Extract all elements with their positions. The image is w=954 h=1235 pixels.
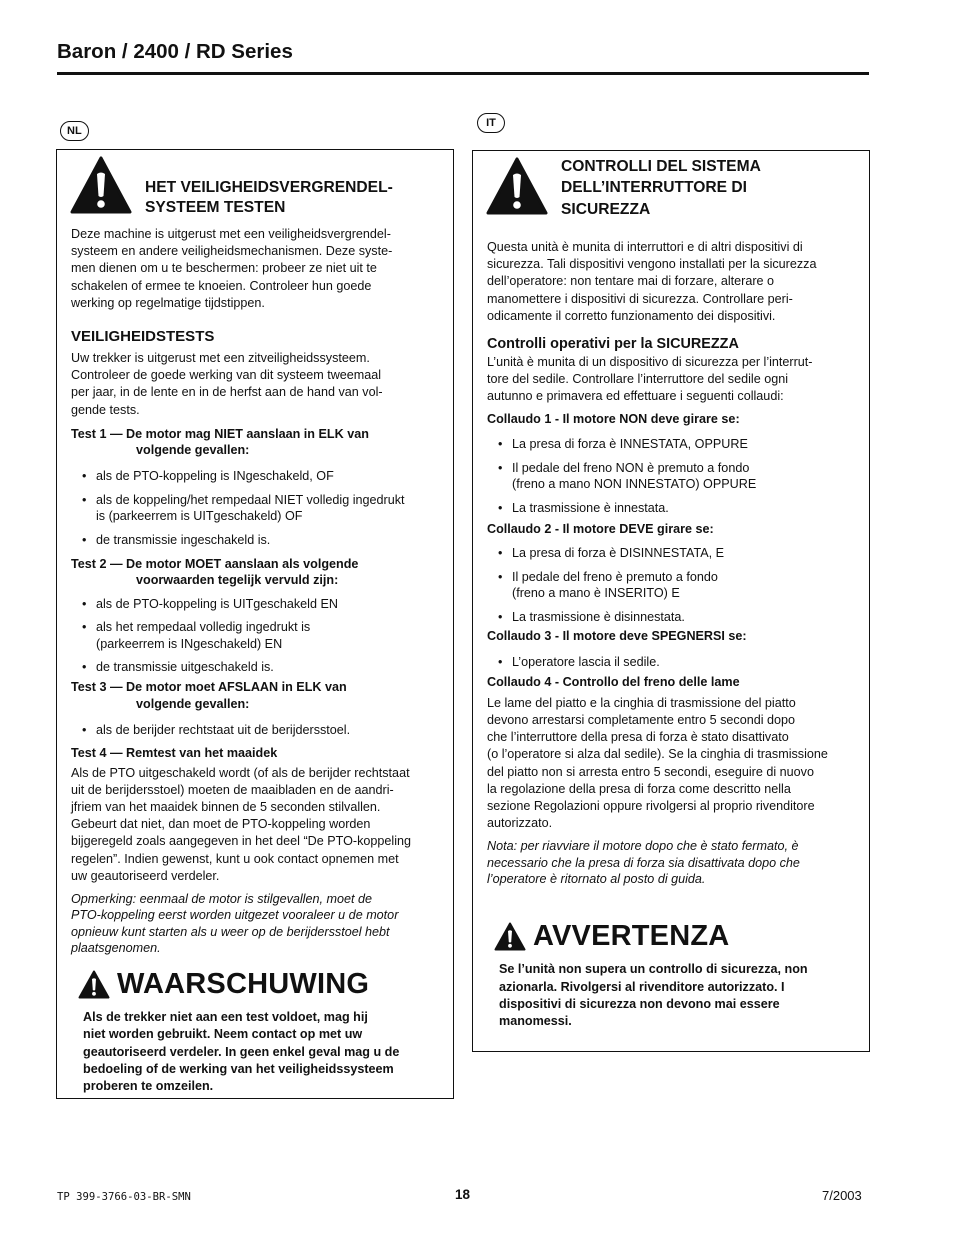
nl-tests-heading: VEILIGHEIDSTESTS — [71, 328, 215, 346]
it-test4-heading: Collaudo 4 - Controllo del freno delle lame — [487, 675, 740, 690]
it-warning-title: AVVERTENZA — [494, 922, 861, 951]
list-item: • de transmissie ingeschakeld is. — [82, 532, 445, 548]
it-controls-intro: L’unità è munita di un dispositivo di sicurezza per l’interrut- tore del sedile. Controllare l’interruttore del sedile ogni autunno e primavera ed effettuare i seguenti collaudi: — [487, 355, 813, 404]
list-item: • La trasmissione è innestata. — [498, 500, 861, 516]
nl-warning-text: Als de trekker niet aan een test voldoet, mag hij niet worden gebruikt. Neem contact op met uw geautoriseerd verdeler. In geen enkel geval mag u de bedoeling of de werking van het veiligheidssysteem proberen te omzeilen. — [83, 1010, 400, 1093]
it-intro: Questa unità è munita di interruttori e di altri dispositivi di sicurezza. Tali dispositivi vengono installati per la sicurezza dell’operatore: non tentare mai di forzare, alterare o manomettere i dispositivi di sicurezza. Controllare peri- odicamente il corretto funzionamento dei dispositivi. — [487, 240, 817, 323]
it-controls-heading: Controlli operativi per la SICUREZZA — [487, 336, 739, 353]
it-note: Nota: per riavviare il motore dopo che è stato fermato, è necessario che la presa di forza sia disattivata dopo che l’operatore è ritornato al posto di guida. — [487, 839, 800, 887]
nl-test3-heading: Test 3 — De motor moet AFSLAAN in ELK van volgende gevallen: — [71, 680, 347, 711]
it-test2-heading: Collaudo 2 - Il motore DEVE girare se: — [487, 521, 714, 536]
footer-date: 7/2003 — [822, 1188, 862, 1203]
list-item: • als de koppeling/het rempedaal NIET volledig ingedrukt is (parkeerrem is UITgeschakeld) OF — [82, 492, 445, 525]
nl-warning-block — [78, 970, 445, 1095]
it-test3-list — [487, 654, 861, 670]
warning-triangle-icon — [70, 156, 132, 214]
footer-page-number: 18 — [455, 1187, 471, 1202]
list-item: • als de PTO-koppeling is INgeschakeld, OF — [82, 468, 445, 484]
warning-triangle-icon — [78, 970, 110, 999]
nl-test4-text: Als de PTO uitgeschakeld wordt (of als de berijder rechtstaat uit de berijdersstoel) moeten de maaibladen en de aandri- jfriem van het maaidek binnen de 5 seconden stilvallen. Gebeurt dat niet, dan moet de PTO-koppeling worden bijgeregeld zoals aangegeven in het deel “De PTO-koppeling regelen”. Indien gewenst, kunt u ook contact opnemen met uw geautoriseerd verdeler. — [71, 765, 412, 883]
it-warning-text: Se l’unità non supera un controllo di sicurezza, non azionarla. Rivolgersi al rivenditore autorizzato. I dispositivi di sicurezza non devono mai essere manomessi. — [499, 962, 808, 1028]
footer-document-code: TP 399-3766-03-BR-SMN — [57, 1191, 191, 1203]
language-badge-nl: NL — [60, 121, 89, 141]
it-test1-list — [487, 436, 861, 516]
page-header-title: Baron / 2400 / RD Series — [57, 40, 293, 63]
nl-intro: Deze machine is uitgerust met een veiligheidsvergrendel- systeem en andere veiligheidsmechanismen. Deze syste- men dienen om u te beschermen: probeer ze niet uit te schakelen of ermee te knoeien. Controleer hun goede werking op regelmatige tijdstippen. — [71, 227, 393, 310]
nl-warning-title: WAARSCHUWING — [78, 970, 445, 999]
list-item: • als het rempedaal volledig ingedrukt is (parkeerrem is INgeschakeld) EN — [82, 619, 445, 652]
nl-test2-heading: Test 2 — De motor MOET aanslaan als volgende voorwaarden tegelijk vervuld zijn: — [71, 556, 359, 588]
it-test1-heading: Collaudo 1 - Il motore NON deve girare se: — [487, 411, 740, 426]
list-item: • als de berijder rechtstaat uit de berijdersstoel. — [82, 722, 445, 738]
list-item: • La presa di forza è INNESTATA, OPPURE — [498, 436, 861, 452]
it-test3-heading: Collaudo 3 - Il motore deve SPEGNERSI se: — [487, 629, 747, 643]
warning-triangle-icon — [486, 157, 548, 215]
list-item: • La presa di forza è DISINNESTATA, E — [498, 545, 861, 561]
list-item: • de transmissie uitgeschakeld is. — [82, 659, 445, 675]
it-column — [487, 239, 861, 1030]
list-item: • als de PTO-koppeling is UITgeschakeld EN — [82, 596, 445, 612]
list-item: • La trasmissione è disinnestata. — [498, 609, 861, 625]
list-item: • Il pedale del freno NON è premuto a fondo (freno a mano NON INNESTATO) OPPURE — [498, 460, 861, 493]
nl-test3-list — [71, 722, 445, 738]
nl-test1-list — [71, 468, 445, 548]
nl-test4-heading: Test 4 — Remtest van het maaidek — [71, 746, 278, 760]
language-badge-it: IT — [477, 113, 505, 133]
nl-tests-intro: Uw trekker is uitgerust met een zitveiligheidssysteem. Controleer de goede werking van dit systeem tweemaal per jaar, in de lente en in de herfst aan de hand van vol- gende tests. — [71, 351, 383, 417]
nl-test1-heading: Test 1 — De motor mag NIET aanslaan in ELK van volgende gevallen: — [71, 426, 369, 458]
it-test2-list — [487, 545, 861, 625]
it-section-title: CONTROLLI DEL SISTEMA DELL’INTERRUTTORE DI SICUREZZA — [561, 158, 761, 218]
nl-note: Opmerking: eenmaal de motor is stilgevallen, moet de PTO-koppeling eerst worden uitgezet vooraleer u de motor opnieuw kunt starten als u weer op de berijdersstoel hebt plaatsgenomen. — [71, 891, 399, 955]
it-test4-text: Le lame del piatto e la cinghia di trasmissione del piatto devono arrestarsi completamente entro 5 secondi dopo che l’interruttore della presa di forza è stato disattivato (o l’operatore si alza dal sedile). Se la cinghia di trasmissione del piatto non si arresta entro 5 secondi, eseguire di nuovo la regolazione della presa di forza come descritto nella sezione Regolazioni oppure rivolgersi al proprio rivenditore autorizzato. — [487, 695, 828, 831]
warning-triangle-icon — [494, 922, 526, 951]
nl-column — [71, 226, 445, 1095]
nl-section-title: HET VEILIGHEIDSVERGRENDEL- SYSTEEM TESTEN — [145, 179, 393, 216]
header-rule — [57, 72, 869, 75]
list-item: • L’operatore lascia il sedile. — [498, 654, 861, 670]
it-warning-block — [494, 922, 861, 1030]
nl-test2-list — [71, 596, 445, 676]
list-item: • Il pedale del freno è premuto a fondo (freno a mano è INSERITO) E — [498, 569, 861, 602]
